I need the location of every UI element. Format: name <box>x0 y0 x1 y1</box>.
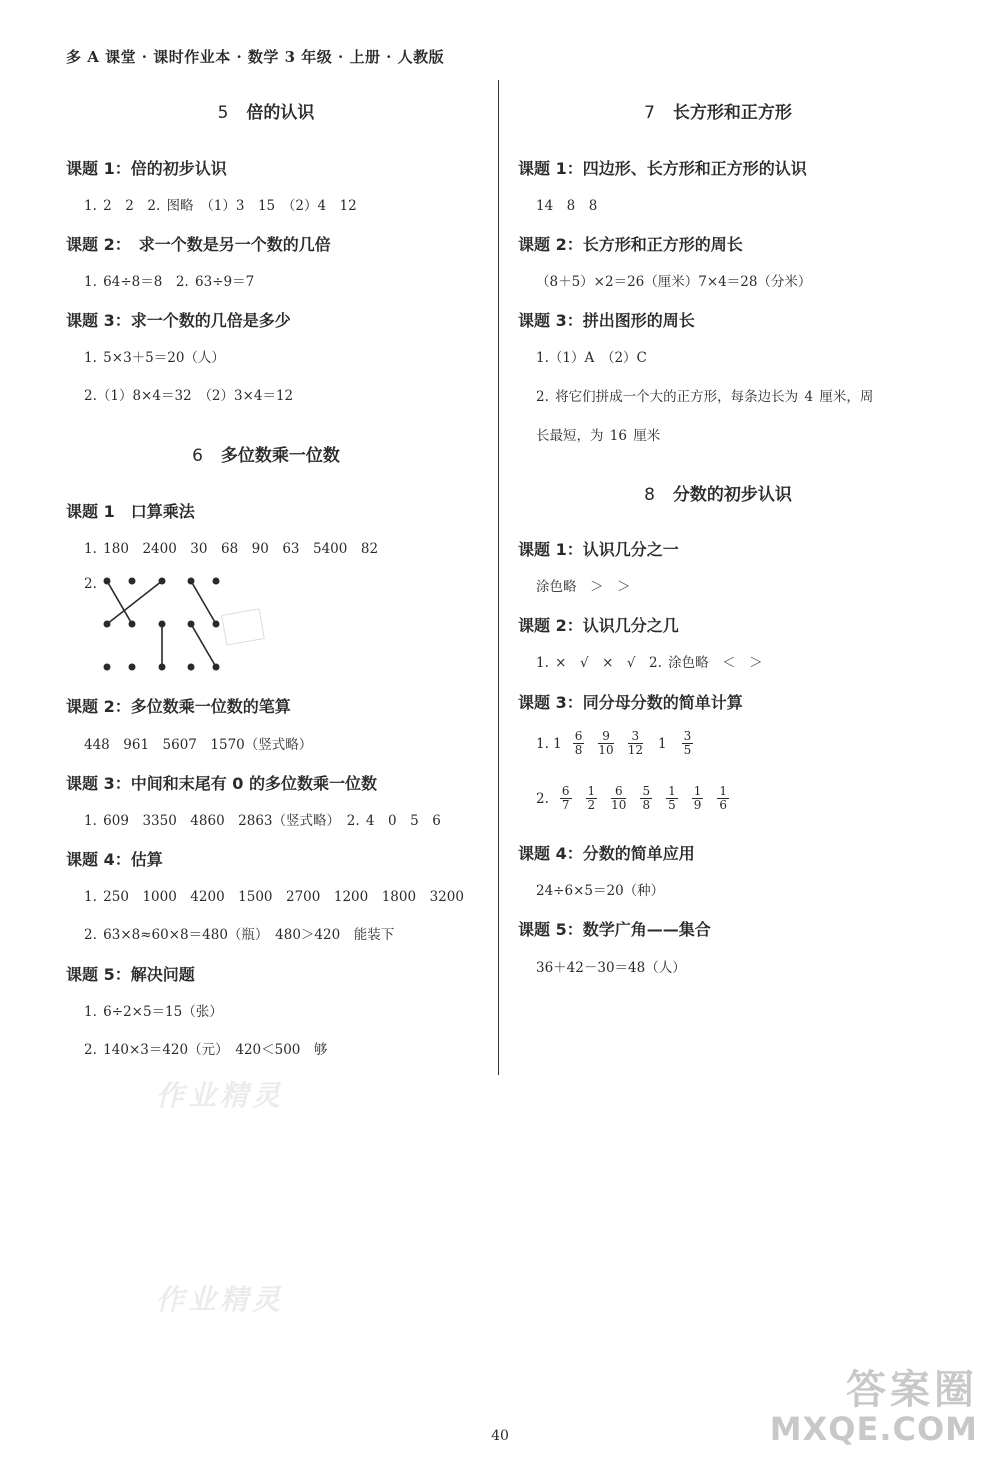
chapter-8-title <box>518 480 918 505</box>
answer-line: 2. 63×8≈60×8＝480（瓶） 480＞420 能装下 <box>84 927 395 943</box>
column-divider <box>498 80 499 1075</box>
topic-title: 课题 3：同分母分数的简单计算 <box>518 693 743 712</box>
topic-title: 课题 2：认识几分之几 <box>518 616 679 635</box>
stamp-icon <box>222 609 265 645</box>
chapter-name: 长方形和正方形 <box>672 103 792 123</box>
whole-number: 1 <box>657 735 667 752</box>
brand-name: 答案圈 <box>846 1367 978 1413</box>
fraction <box>586 785 598 812</box>
topic-title: 课题 3：拼出图形的周长 <box>518 311 695 330</box>
denominator: 8 <box>642 798 651 812</box>
denominator: 10 <box>611 798 627 812</box>
fraction <box>682 730 694 757</box>
chapter-number: 5 <box>217 103 229 123</box>
answer-line: 448 961 5607 1570（竖式略） <box>84 737 313 753</box>
fraction-answer-row <box>536 730 700 757</box>
watermark-stamp: 作业精灵 <box>156 1283 285 1316</box>
row-label: 1. 1 <box>536 735 562 752</box>
chapter-7-title <box>518 98 918 123</box>
answer-line: 24÷6×5＝20（种） <box>536 883 665 899</box>
answer-line: 1. 2 2 2. 图略 （1）3 15 （2）4 12 <box>84 198 357 214</box>
answer-line: 1. 609 3350 4860 2863（竖式略） 2. 4 0 5 6 <box>84 813 441 829</box>
topic-title: 课题 2：多位数乘一位数的笔算 <box>66 697 291 716</box>
numerator: 6 <box>611 785 626 799</box>
answer-line: 涂色略 ＞ ＞ <box>536 579 631 595</box>
denominator: 12 <box>627 743 643 757</box>
answer-line: （8＋5）×2＝26（厘米）7×4＝28（分米） <box>536 274 812 290</box>
fraction <box>611 785 626 812</box>
fraction <box>692 785 704 812</box>
denominator: 6 <box>719 798 728 812</box>
numerator: 1 <box>719 784 728 798</box>
answer-line: 1. 6÷2×5＝15（张） <box>84 1004 223 1020</box>
denominator: 5 <box>668 798 676 812</box>
numerator: 1 <box>668 784 676 798</box>
topic-title: 课题 3：中间和末尾有 0 的多位数乘一位数 <box>66 774 377 793</box>
numerator: 1 <box>693 784 702 798</box>
brand-url: MXQE.COM <box>769 1410 978 1448</box>
answer-line: 36＋42－30＝48（人） <box>536 960 686 976</box>
numerator: 1 <box>587 784 596 798</box>
numerator: 5 <box>642 784 651 798</box>
answer-line: 1. 250 1000 4200 1500 2700 1200 1800 3200 <box>84 889 464 905</box>
denominator: 2 <box>587 798 596 812</box>
answer-line: 14 8 8 <box>536 198 598 214</box>
row-label: 2. <box>536 790 549 807</box>
page-number: 40 <box>491 1428 509 1444</box>
numerator: 6 <box>574 729 583 743</box>
brand-watermark <box>770 1368 978 1446</box>
topic-title: 课题 4：分数的简单应用 <box>518 844 695 863</box>
topic-title: 课题 5：解决问题 <box>66 965 195 984</box>
numerator: 9 <box>598 730 613 744</box>
match-lines <box>107 581 216 667</box>
fraction <box>573 730 585 757</box>
fraction <box>628 730 643 757</box>
topic-title: 课题 1：认识几分之一 <box>518 540 679 559</box>
topic-title: 课题 2： 求一个数是另一个数的几倍 <box>66 235 331 254</box>
chapter-5-title <box>66 98 466 123</box>
topic-title: 课题 4：估算 <box>66 850 163 869</box>
chapter-6-title <box>66 441 466 466</box>
topic-title: 课题 1：四边形、长方形和正方形的认识 <box>518 159 807 178</box>
answer-line: 1. 64÷8＝8 2. 63÷9＝7 <box>84 274 255 290</box>
fraction <box>666 785 678 812</box>
topic-title: 课题 2：长方形和正方形的周长 <box>518 235 743 254</box>
denominator: 8 <box>574 743 583 757</box>
answer-line: 2.（1）8×4＝32 （2）3×4＝12 <box>84 388 294 404</box>
fraction <box>640 785 652 812</box>
answer-line: 2. 将它们拼成一个大的正方形，每条边长为 4 厘米，周 <box>536 389 874 405</box>
topic-title: 课题 1：倍的初步认识 <box>66 159 227 178</box>
answer-line: 1. 180 2400 30 68 90 63 5400 82 <box>84 541 379 557</box>
denominator: 5 <box>683 743 692 757</box>
page-header: 多 A 课堂 · 课时作业本 · 数学 3 年级 · 上册 · 人教版 <box>66 48 445 66</box>
fraction-answer-row <box>536 785 736 812</box>
answer-line: 2. <box>84 576 97 592</box>
fraction <box>717 785 729 812</box>
numerator: 3 <box>628 730 643 744</box>
denominator: 10 <box>598 743 614 757</box>
answer-line: 1.（1）A （2）C <box>536 350 647 366</box>
numerator: 6 <box>561 784 570 798</box>
numerator: 3 <box>683 729 692 743</box>
chapter-number: 8 <box>644 485 655 505</box>
answer-line: 1. × √ × √ 2. 涂色略 ＜ ＞ <box>536 655 763 671</box>
chapter-name: 倍的认识 <box>246 103 315 123</box>
answer-line: 长最短，为 16 厘米 <box>536 428 661 444</box>
chapter-name: 多位数乘一位数 <box>220 446 340 466</box>
chapter-name: 分数的初步认识 <box>672 485 792 505</box>
fraction <box>598 730 613 757</box>
denominator: 9 <box>693 798 702 812</box>
watermark-stamp: 作业精灵 <box>156 1079 285 1112</box>
topic-title: 课题 5：数学广角——集合 <box>518 920 711 939</box>
chapter-number: 6 <box>192 446 203 466</box>
dot-matching-diagram <box>96 572 306 676</box>
answer-line: 2. 140×3＝420（元） 420＜500 够 <box>84 1042 328 1058</box>
denominator: 7 <box>561 798 570 812</box>
topic-title: 课题 1 口算乘法 <box>66 502 195 521</box>
fraction <box>560 785 572 812</box>
chapter-number: 7 <box>644 103 655 123</box>
topic-title: 课题 3：求一个数的几倍是多少 <box>66 311 291 330</box>
answer-line: 1. 5×3＋5＝20（人） <box>84 350 225 366</box>
